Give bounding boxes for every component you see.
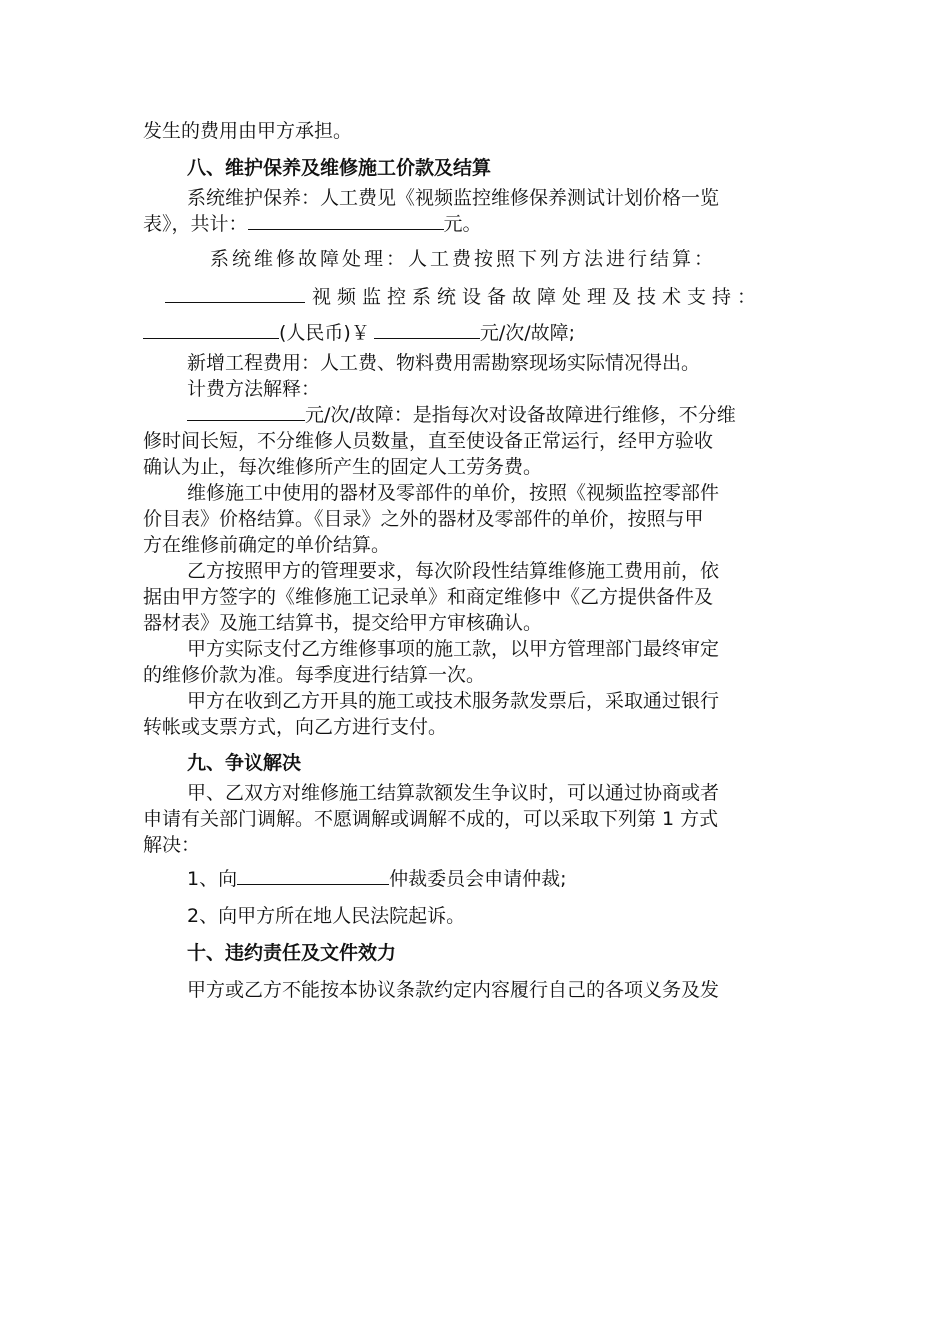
paragraph-line: 申请有关部门调解。不愿调解或调解不成的，可以采取下列第 1 方式 <box>143 808 719 830</box>
paragraph-line <box>187 402 736 428</box>
text-run: 1、向 <box>187 868 238 890</box>
paragraph-line: 甲方实际支付乙方维修事项的施工款，以甲方管理部门最终审定 <box>187 638 720 660</box>
blank-underline <box>165 284 305 303</box>
section-heading-9: 九、争议解决 <box>187 752 302 774</box>
paragraph-line: 系统维修故障处理：人工费按照下列方法进行结算： <box>210 248 717 270</box>
paragraph-line: 器材表》及施工结算书，提交给甲方审核确认。 <box>143 612 543 634</box>
text-run: 仲裁委员会申请仲裁; <box>389 868 567 890</box>
paragraph-line: 解决： <box>143 834 201 856</box>
text-run: (人民币)￥ <box>279 322 370 344</box>
paragraph-line: 据由甲方签字的《维修施工记录单》和商定维修中《乙方提供备件及 <box>143 586 714 608</box>
paragraph-line: 转帐或支票方式，向乙方进行支付。 <box>143 716 448 738</box>
paragraph-line: 甲方或乙方不能按本协议条款约定内容履行自己的各项义务及发 <box>187 979 720 1001</box>
blank-underline <box>248 211 444 230</box>
paragraph-line: 的维修价款为准。每季度进行结算一次。 <box>143 664 486 686</box>
text-run: 元/次/故障：是指每次对设备故障进行维修，不分维 <box>305 404 736 426</box>
text-run: 元/次/故障; <box>479 322 576 344</box>
paragraph-line: 修时间长短，不分维修人员数量，直至使设备正常运行，经甲方验收 <box>143 430 714 452</box>
paragraph-line: 新增工程费用：人工费、物料费用需勘察现场实际情况得出。 <box>187 352 701 374</box>
list-item <box>187 866 567 892</box>
blank-underline <box>374 320 480 339</box>
paragraph-line: 方在维修前确定的单价结算。 <box>143 534 391 556</box>
paragraph-line: 发生的费用由甲方承担。 <box>143 120 353 142</box>
paragraph-line: 甲、乙双方对维修施工结算款额发生争议时，可以通过协商或者 <box>187 782 720 804</box>
paragraph-line: 确认为止，每次维修所产生的固定人工劳务费。 <box>143 456 543 478</box>
blank-underline <box>187 402 305 421</box>
paragraph-line: 乙方按照甲方的管理要求，每次阶段性结算维修施工费用前，依 <box>187 560 720 582</box>
paragraph-line: 维修施工中使用的器材及零部件的单价，按照《视频监控零部件 <box>187 482 720 504</box>
paragraph-line: 计费方法解释： <box>187 378 321 400</box>
paragraph-line <box>165 284 762 310</box>
list-item: 2、向甲方所在地人民法院起诉。 <box>187 905 466 927</box>
blank-underline <box>143 320 279 339</box>
section-heading-8: 八、维护保养及维修施工价款及结算 <box>187 157 492 179</box>
blank-underline <box>237 866 389 885</box>
text-run: 元。 <box>443 213 482 235</box>
text-run: 视频监控系统设备故障处理及技术支持： <box>312 286 763 308</box>
paragraph-line <box>143 320 575 346</box>
section-heading-10: 十、违约责任及文件效力 <box>187 942 397 964</box>
text-run: 表》，共计： <box>143 213 248 235</box>
paragraph-line: 系统维护保养：人工费见《视频监控维修保养测试计划价格一览 <box>187 187 720 209</box>
paragraph-line: 甲方在收到乙方开具的施工或技术服务款发票后，采取通过银行 <box>187 690 720 712</box>
paragraph-line <box>143 211 482 237</box>
paragraph-line: 价目表》价格结算。《目录》之外的器材及零部件的单价，按照与甲 <box>143 508 704 530</box>
